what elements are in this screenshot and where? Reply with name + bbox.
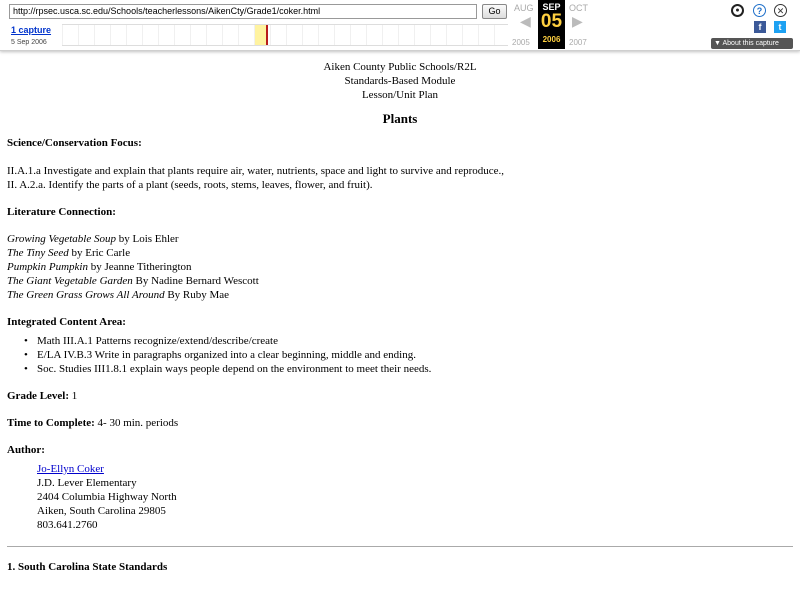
literature-item (7, 274, 800, 288)
standards-heading: 1. South Carolina State Standards (7, 561, 168, 573)
prev-month-label: AUG (514, 3, 534, 13)
about-capture-button[interactable]: ▼ About this capture (711, 38, 793, 49)
sparkline-capture-mark[interactable] (266, 25, 268, 45)
grade-value: 1 (69, 390, 78, 402)
science-line: II.A.1.a Investigate and explain that plants require air, water, nutrients, space and light to survive and reproduce., (7, 165, 505, 177)
book-author: by Jeanne Titherington (87, 261, 192, 273)
capture-date: 5 Sep 2006 (11, 39, 47, 46)
twitter-icon[interactable]: t (774, 21, 786, 33)
next-arrow-icon[interactable]: ▶ (572, 13, 583, 29)
current-month: SEP (542, 2, 561, 12)
integrated-heading: Integrated Content Area: (7, 316, 126, 328)
author-line: J.D. Lever Elementary (37, 477, 137, 489)
book-author: by Lois Ehler (115, 233, 179, 245)
author-link[interactable]: Jo-Ellyn Coker (37, 463, 104, 475)
header-line: Aiken County Public Schools/R2L (323, 61, 477, 73)
literature-list (0, 232, 800, 302)
grade-level (7, 389, 800, 403)
book-title: Growing Vegetable Soup (7, 233, 116, 245)
about-capture-label: About this capture (722, 40, 779, 47)
book-author: By Ruby Mae (164, 289, 230, 301)
literature-item (7, 232, 800, 246)
header-line: Standards-Based Module (344, 75, 456, 87)
author-line: 803.641.2760 (37, 519, 98, 531)
book-title: The Giant Vegetable Garden (7, 275, 133, 287)
help-icon[interactable]: ? (753, 4, 766, 17)
book-title: Pumpkin Pumpkin (7, 261, 88, 273)
author-heading: Author: (7, 444, 45, 456)
literature-item (7, 246, 800, 260)
book-title: The Green Grass Grows All Around (7, 289, 165, 301)
next-year-label: 2007 (569, 38, 587, 47)
book-title: The Tiny Seed (7, 247, 69, 259)
prev-arrow-icon[interactable]: ◀ (520, 13, 531, 29)
close-icon[interactable]: ✕ (774, 4, 787, 17)
wayback-toolbar (0, 0, 800, 51)
list-item: • Math III.A.1 Patterns recognize/extend/describe/create (24, 334, 800, 348)
literature-item (7, 260, 800, 274)
url-input[interactable]: http://rpsec.usca.sc.edu/Schools/teacherlessons/AikenCty/Grade1/coker.html (9, 4, 477, 19)
grade-label: Grade Level: (7, 390, 70, 402)
facebook-icon[interactable]: f (754, 21, 766, 33)
page-title: Plants (382, 111, 418, 126)
integrated-list (24, 334, 800, 376)
book-author: by Eric Carle (68, 247, 131, 259)
time-label: Time to Complete: (7, 417, 95, 429)
literature-heading: Literature Connection: (7, 206, 116, 218)
author-block (37, 462, 800, 532)
current-year: 2006 (542, 35, 561, 44)
time-value: 4- 30 min. periods (94, 417, 179, 429)
time-to-complete (7, 416, 800, 430)
go-button[interactable]: Go (482, 4, 507, 19)
current-date-block (538, 0, 565, 49)
captures-link[interactable]: 1 capture (11, 25, 52, 35)
user-icon[interactable]: ● (731, 4, 744, 17)
divider (7, 546, 793, 547)
science-heading: Science/Conservation Focus: (7, 137, 142, 149)
author-line: 2404 Columbia Highway North (37, 491, 177, 503)
capture-sparkline[interactable] (62, 24, 508, 46)
book-author: By Nadine Bernard Wescott (132, 275, 259, 287)
prev-year-label: 2005 (512, 38, 530, 47)
author-line: Aiken, South Carolina 29805 (37, 505, 166, 517)
list-item: • E/LA IV.B.3 Write in paragraphs organized into a clear beginning, middle and ending. (24, 348, 800, 362)
science-line: II. A.2.a. Identify the parts of a plant (seeds, roots, stems, leaves, flower, and fruit). (7, 179, 373, 191)
header-line: Lesson/Unit Plan (361, 89, 439, 101)
list-item: • Soc. Studies III1.8.1 explain ways people depend on the environment to meet their needs. (24, 362, 800, 376)
header-block (0, 60, 800, 102)
current-day: 05 (540, 11, 563, 32)
lesson-content (0, 60, 800, 574)
literature-item (7, 288, 800, 302)
next-month-label: OCT (569, 3, 588, 13)
